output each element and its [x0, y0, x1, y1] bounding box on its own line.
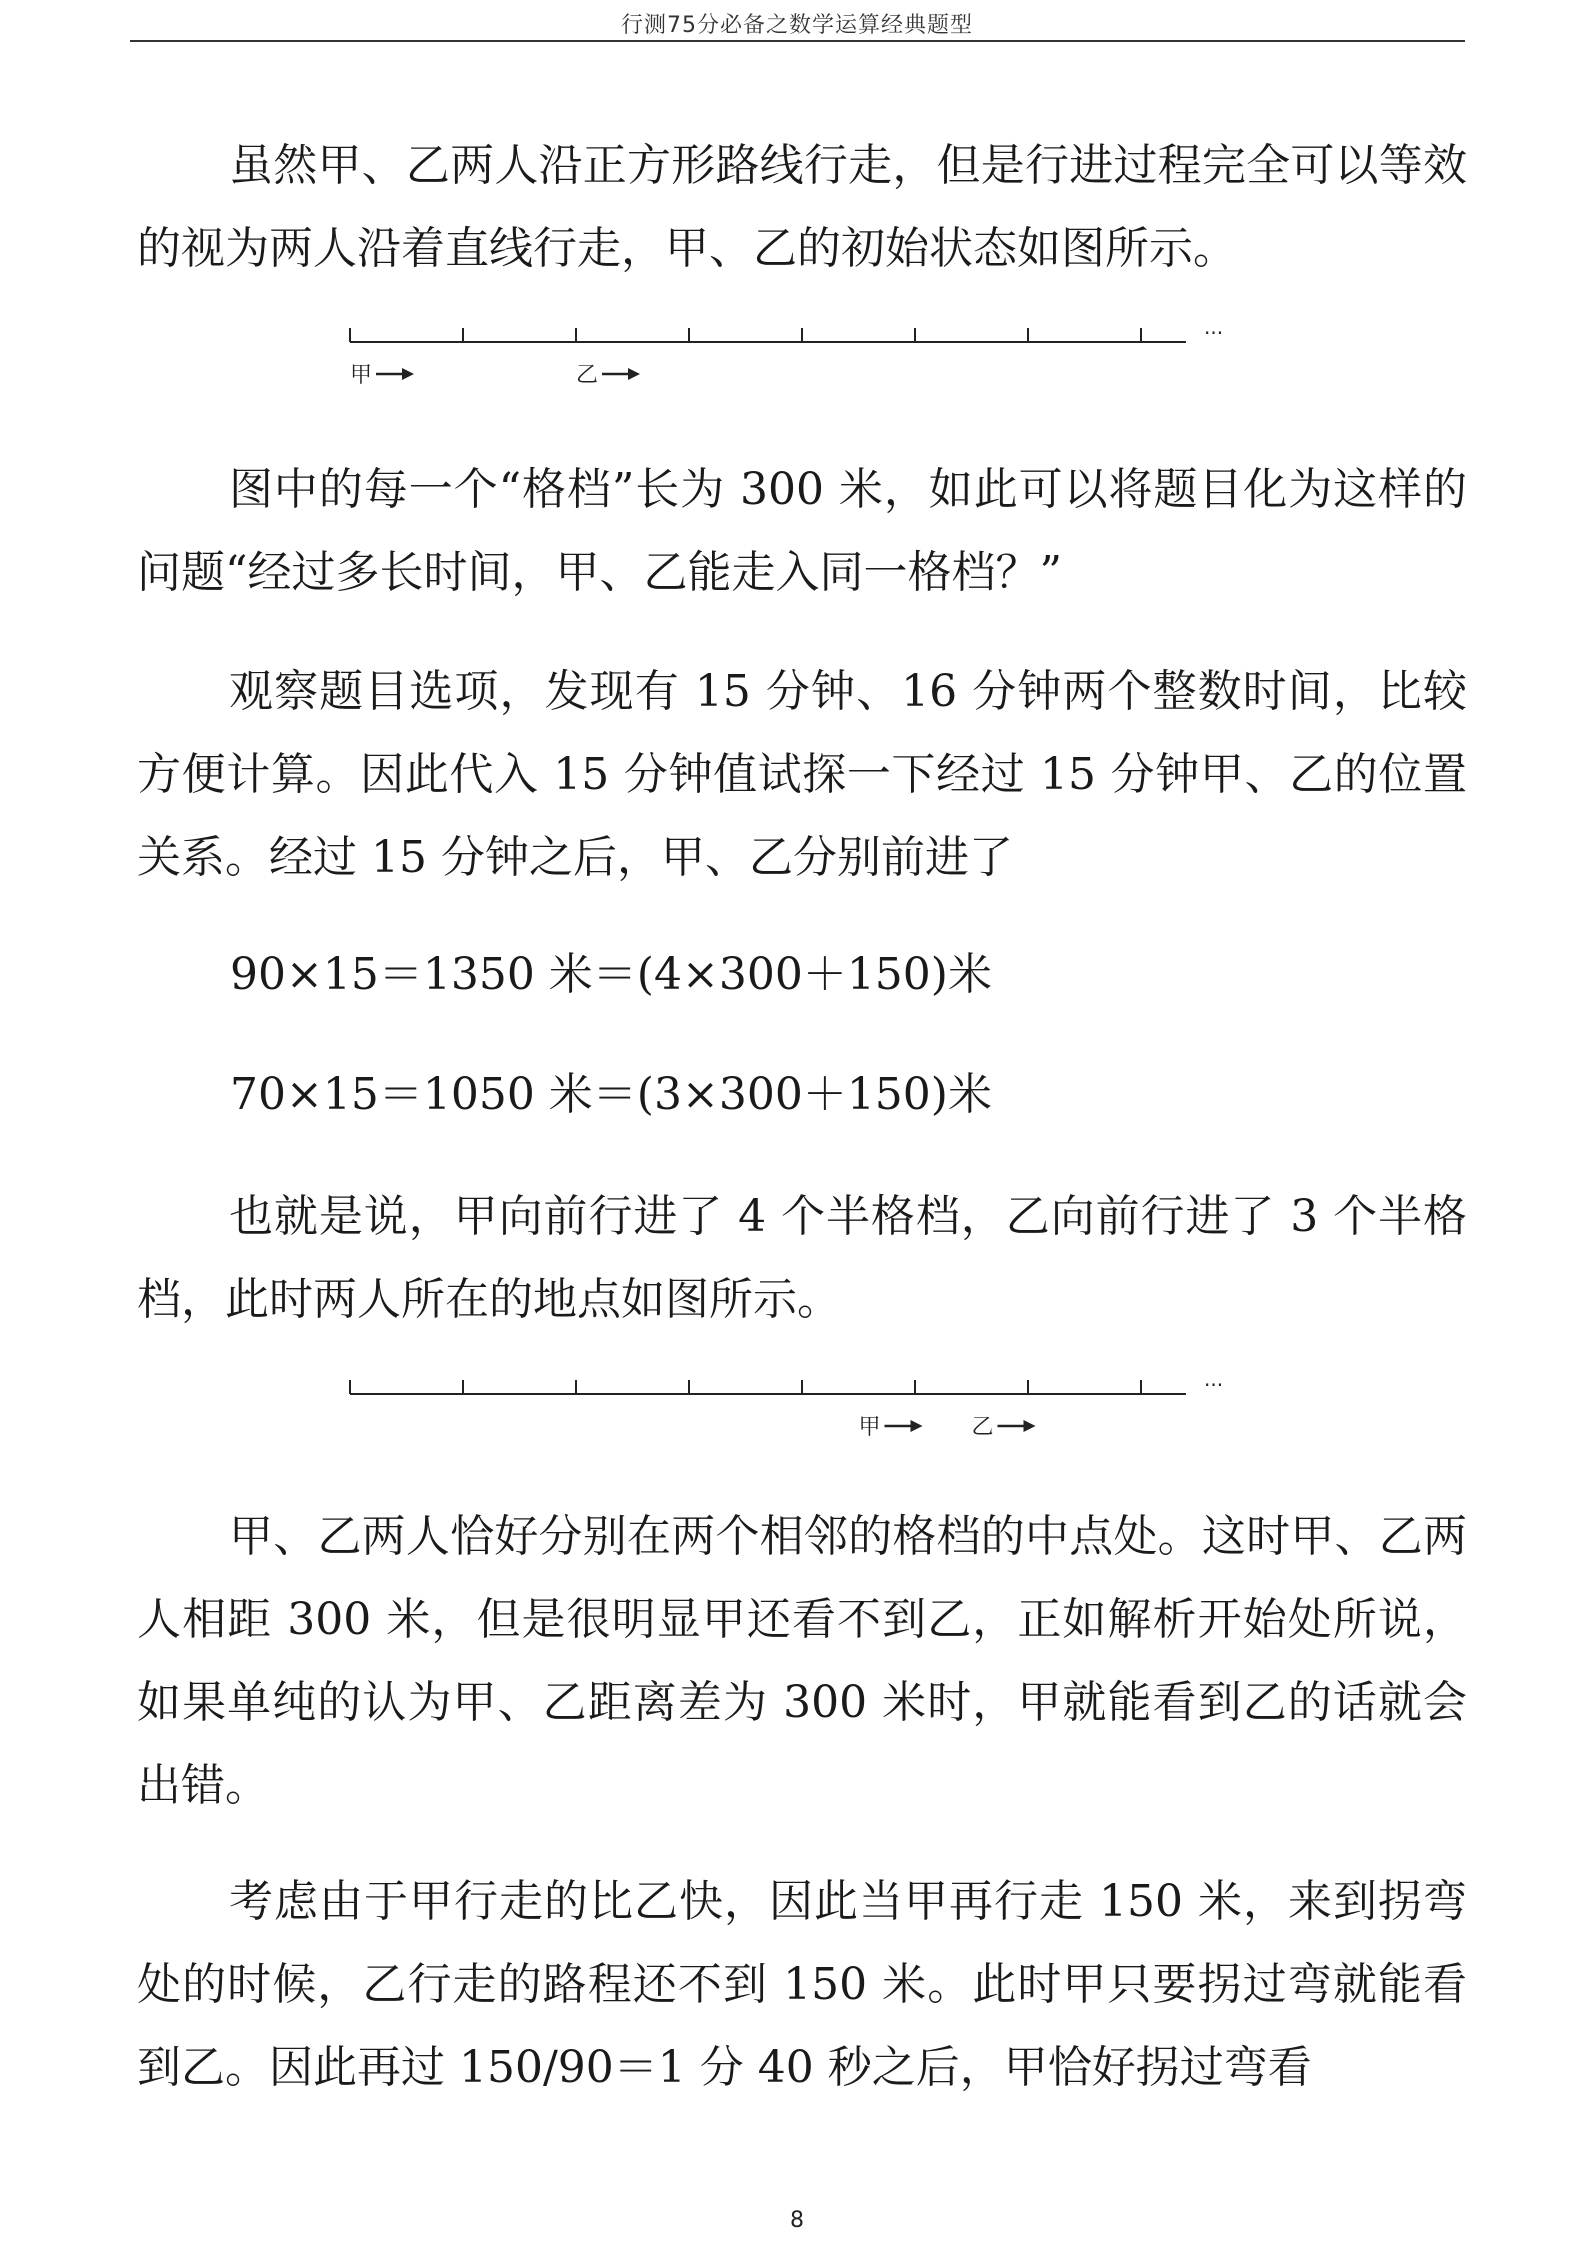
walker-arrow-a-head — [911, 1420, 923, 1432]
paragraph-6: 考虑由于甲行走的比乙快，因此当甲再行走 150 米，来到拐弯处的时候，乙行走的路程还不到 150 米。此时甲只要拐过弯就能看到乙。因此再过 150/90＝1 分 40 秒之后，甲恰好拐过弯看 — [137, 1876, 1467, 2093]
ellipsis-label: ··· — [1204, 321, 1224, 345]
equation-2: 70×15＝1050 米＝(3×300＋150)米 — [230, 1069, 992, 1120]
paragraph-4: 也就是说，甲向前行进了 4 个半格档，乙向前行进了 3 个半格档，此时两人所在的地点如图所示。 — [137, 1191, 1467, 1325]
number-line-diagram-2 — [340, 1370, 1260, 1450]
equation-1: 90×15＝1350 米＝(4×300＋150)米 — [230, 949, 992, 1000]
running-header: 行测75分必备之数学运算经典题型 — [621, 13, 973, 38]
walker-label-b: 乙 — [971, 1415, 994, 1440]
walker-arrow-b-head — [1024, 1420, 1036, 1432]
walker-label-a: 甲 — [350, 363, 373, 388]
page-number: 8 — [790, 2208, 804, 2233]
walker-label-a: 甲 — [858, 1415, 881, 1440]
number-line-2-svg — [340, 1370, 1260, 1450]
paragraph-1: 虽然甲、乙两人沿正方形路线行走，但是行进过程完全可以等效的视为两人沿着直线行走，甲、乙的初始状态如图所示。 — [137, 140, 1467, 274]
paragraph-3: 观察题目选项，发现有 15 分钟、16 分钟两个整数时间，比较方便计算。因此代入 15 分钟值试探一下经过 15 分钟甲、乙的位置关系。经过 15 分钟之后，甲、乙分别前进了 — [137, 666, 1467, 883]
walker-arrow-a-head — [402, 368, 414, 380]
walker-label-b: 乙 — [576, 363, 599, 388]
number-line-1-svg — [340, 318, 1260, 398]
header-divider — [130, 40, 1465, 42]
paragraph-5: 甲、乙两人恰好分别在两个相邻的格档的中点处。这时甲、乙两人相距 300 米，但是很明显甲还看不到乙，正如解析开始处所说，如果单纯的认为甲、乙距离差为 300 米时，甲就能看到乙的话就会出错。 — [137, 1511, 1467, 1811]
ellipsis-label: ··· — [1204, 1373, 1224, 1397]
walker-arrow-b-head — [628, 368, 640, 380]
number-line-diagram-1 — [340, 318, 1260, 398]
paragraph-2: 图中的每一个“格档”长为 300 米，如此可以将题目化为这样的问题“经过多长时间，甲、乙能走入同一格档？” — [137, 464, 1467, 598]
